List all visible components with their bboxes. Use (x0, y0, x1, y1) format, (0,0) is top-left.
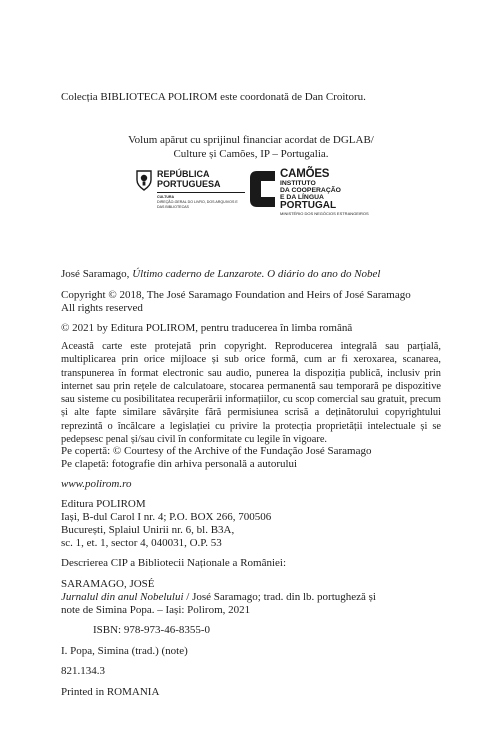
camoes-portugal: PORTUGAL (280, 200, 337, 211)
cip-title: Jurnalul din anul Nobelului (61, 591, 184, 603)
series-note: Colecția BIBLIOTECA POLIROM este coordonată de Dan Croitoru. (61, 91, 366, 103)
publisher-name: Editura POLIROM (61, 498, 146, 510)
cip-rest-2: note de Simina Popa. – Iași: Polirom, 2021 (61, 604, 251, 616)
cip-classification: 821.134.3 (61, 665, 105, 677)
website: www.polirom.ro (61, 478, 132, 490)
copyright-line-2: All rights reserved (61, 302, 143, 314)
camoes-sub-3: E DA LÍNGUA (280, 194, 324, 201)
original-author: José Saramago, (61, 268, 130, 280)
publisher-address-2: București, Splaiul Unirii nr. 6, bl. B3A, (61, 524, 235, 536)
original-title: Último caderno de Lanzarote. O diário do ano do Nobel (132, 268, 381, 280)
cip-translator: I. Popa, Simina (trad.) (note) (61, 645, 188, 657)
camoes-sub-1: INSTITUTO (280, 180, 316, 187)
camoes-ministry: MINISTÉRIO DOS NEGÓCIOS ESTRANGEIROS (280, 211, 369, 216)
coat-of-arms-icon (135, 169, 153, 191)
legal-notice: Această carte este protejată prin copyright. Reproducerea integrală sau parțială, multiplicarea prin orice mijloace și sub orice formă, cum ar fi xeroxarea, scanarea, transpunerea în format electronic sau audio, punerea la dispoziția publică, inclusiv prin internet sau prin rețele de calculatoare, stocarea permanentă sau temporară pe dispozitive sau sisteme cu posibilitatea recuperării informațiilor, cu scop comercial sau gratuit, precum și alte fapte similare săvârșite fără permisiunea scrisă a deținătorului copyrightului reprezintă o încălcare a legislației cu privire la protecția proprietății intelectuale și se pedepsesc penal și/sau civil în conformitate cu legile în vigoare. (61, 341, 441, 446)
translation-copyright: © 2021 by Editura POLIROM, pentru traducerea în limba română (61, 322, 353, 334)
camoes-sub-2: DA COOPERAÇÃO (280, 187, 341, 194)
cip-title-rest: / José Saramago; trad. din lb. portugheză și (186, 591, 376, 603)
cip-heading: Descrierea CIP a Bibliotecii Naționale a României: (61, 557, 287, 569)
camoes-title: CAMÕES (280, 168, 330, 180)
republica-cultura: CULTURA (157, 195, 175, 199)
cip-isbn: ISBN: 978-973-46-8355-0 (93, 624, 211, 636)
publisher-address-1: Iași, B-dul Carol I nr. 4; P.O. BOX 266, 700506 (61, 511, 272, 523)
cip-author: SARAMAGO, JOSÉ (61, 578, 155, 590)
printed-in: Printed in ROMANIA (61, 686, 160, 698)
copyright-line-1: Copyright © 2018, The José Saramago Foundation and Heirs of José Saramago (61, 289, 411, 301)
republica-name-line-2: PORTUGUESA (157, 179, 221, 189)
republica-portuguesa-logo (135, 167, 245, 213)
camoes-c-mark-icon (247, 167, 277, 211)
funding-line-1: Volum apărut cu sprijinul financiar acordat de DGLAB/ (128, 134, 374, 146)
republica-name-line-1: REPÚBLICA (157, 169, 210, 179)
republica-small-line-2: DAS BIBLIOTECAS (157, 204, 189, 209)
original-title-line (61, 268, 441, 281)
camoes-logo (247, 167, 367, 215)
funding-line-2: Culture și Camões, IP – Portugalia. (173, 148, 329, 160)
republica-small-line-1: DIREÇÃO-GERAL DO LIVRO, DOS ARQUIVOS E (157, 200, 238, 204)
cip-title-line (61, 591, 441, 604)
flap-credit: Pe clapetă: fotografie din arhiva personală a autorului (61, 458, 298, 470)
publisher-address-3: sc. 1, et. 1, sector 4, 040031, O.P. 53 (61, 537, 222, 549)
cover-credit: Pe copertă: © Courtesy of the Archive of the Fundação José Saramago (61, 445, 372, 457)
republica-divider (157, 192, 245, 193)
